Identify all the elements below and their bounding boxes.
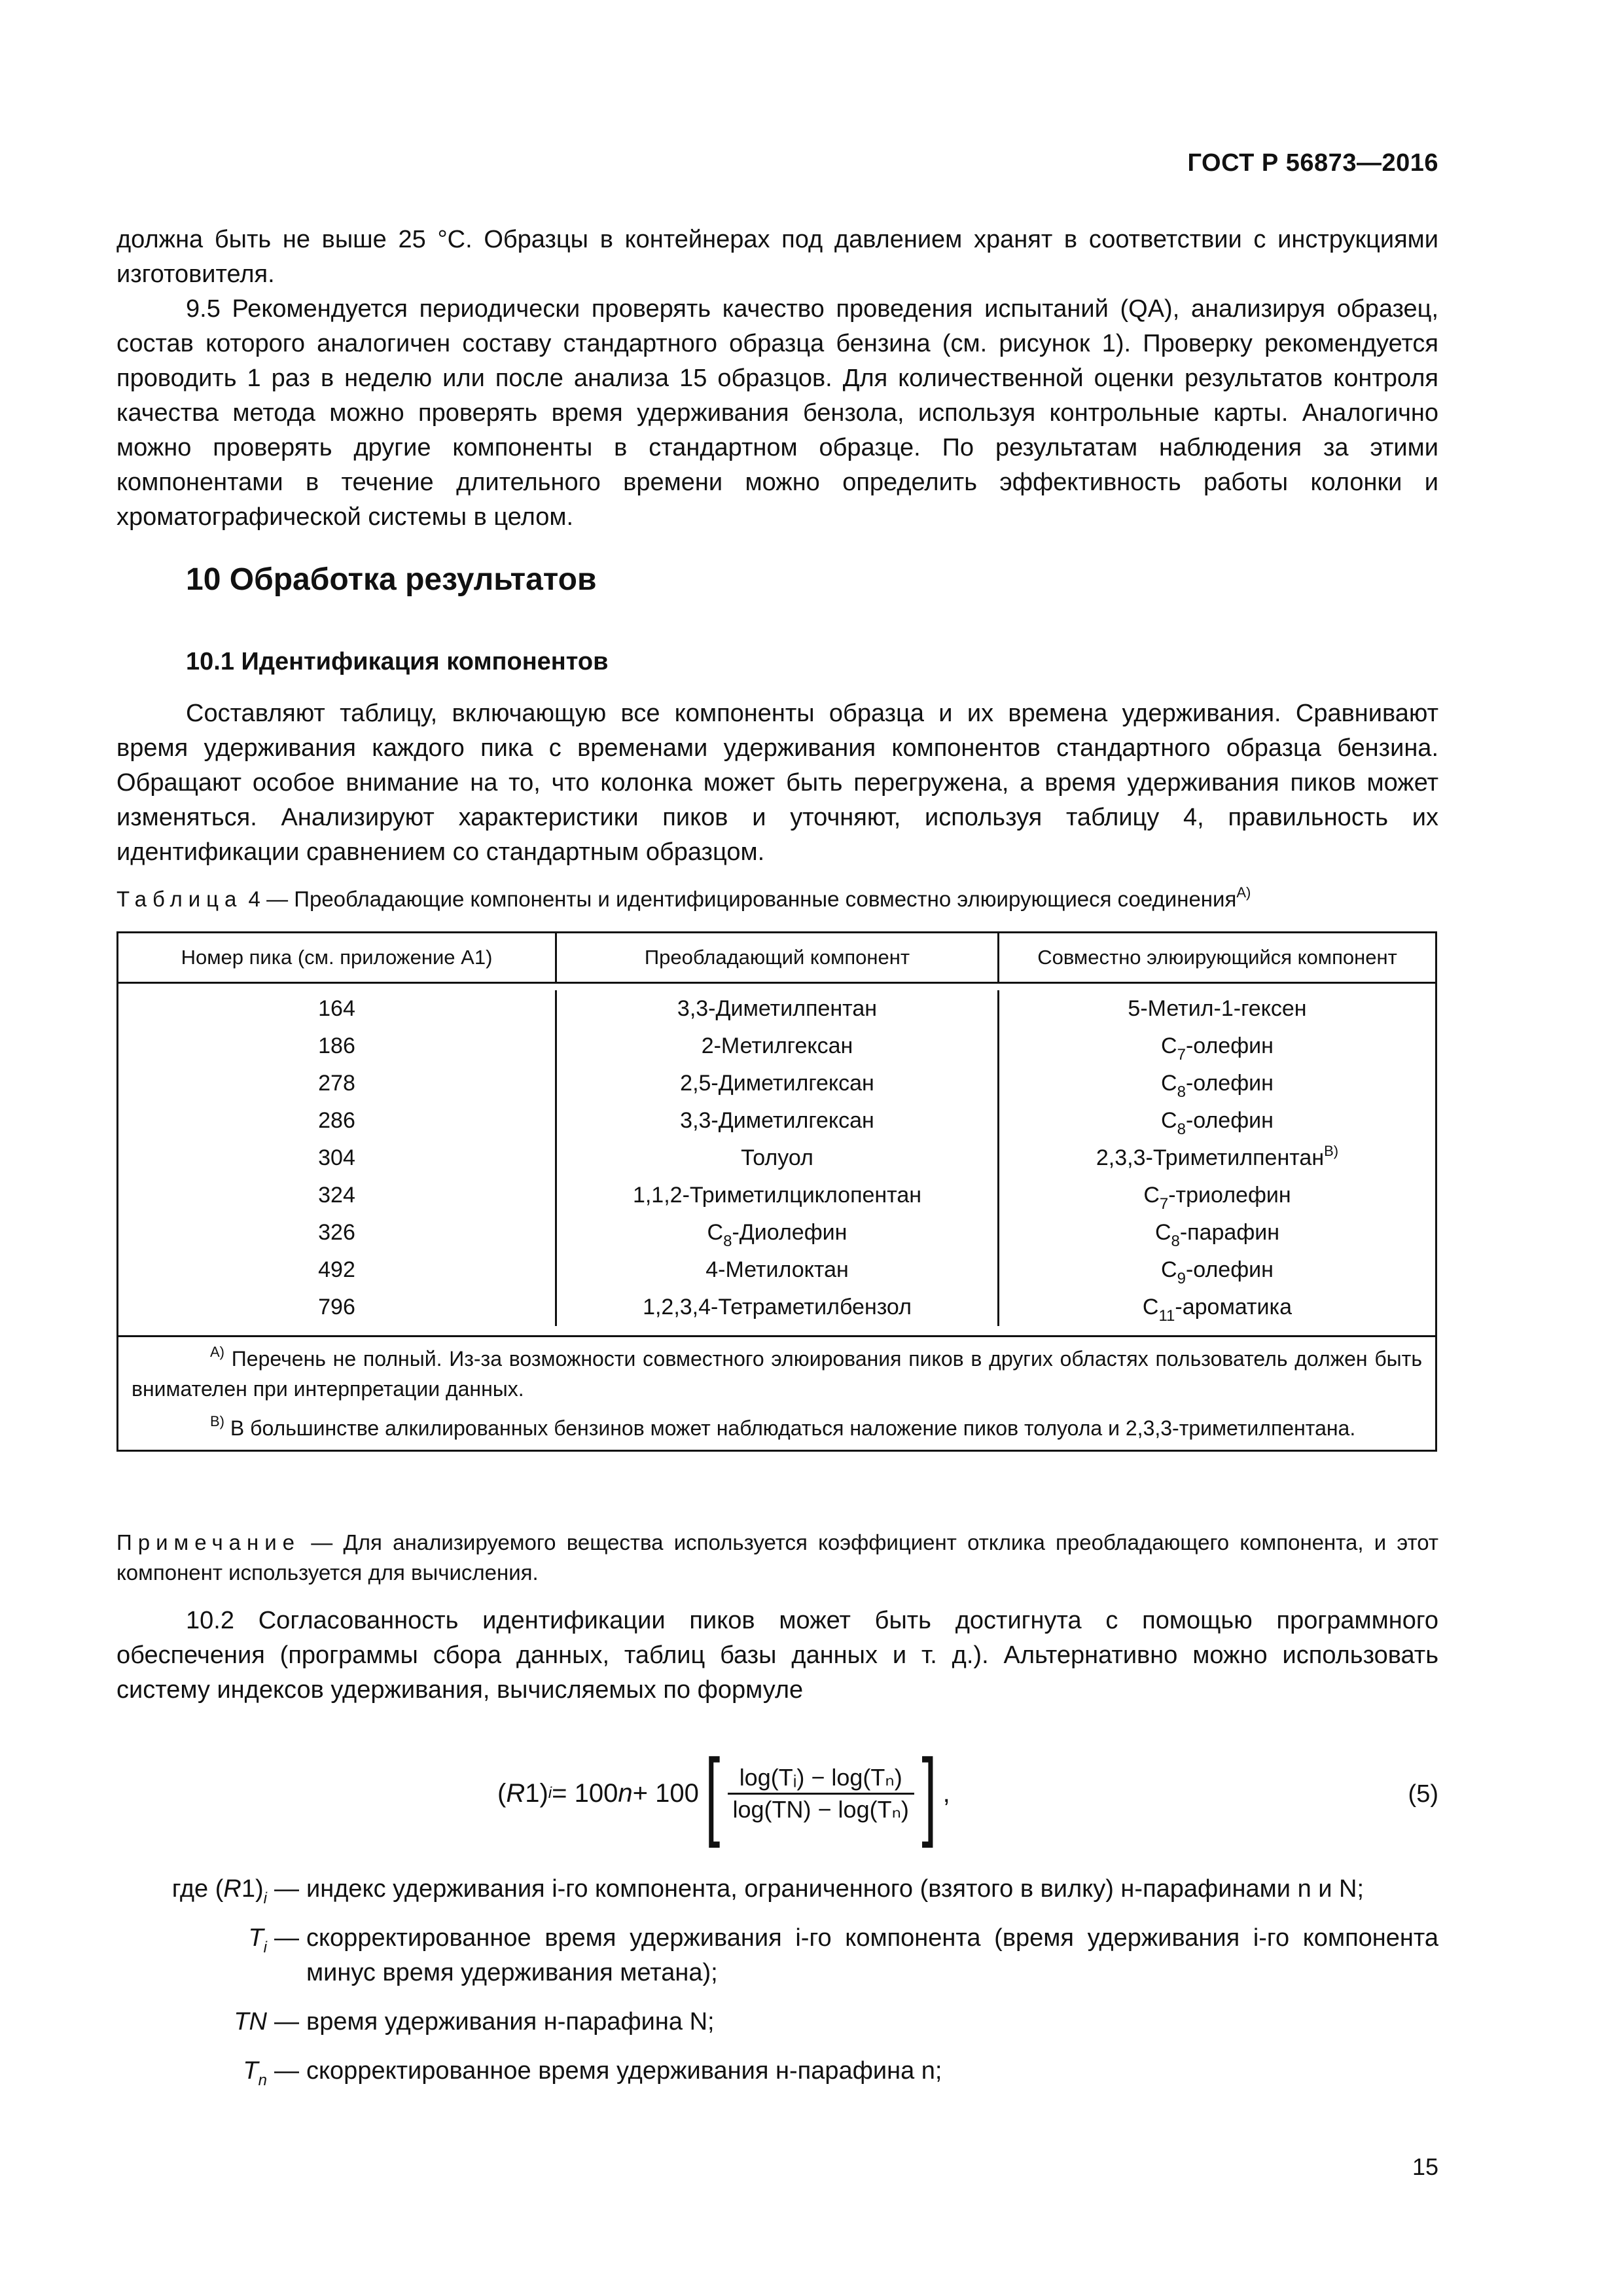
formula-n: n bbox=[618, 1778, 633, 1808]
definition-dash: — bbox=[274, 1924, 299, 1952]
formula-number: (5) bbox=[1408, 1780, 1438, 1808]
major-component-cell bbox=[557, 1139, 997, 1177]
coeluting-component-cell-text: С bbox=[1161, 1257, 1177, 1282]
peak-number-cell: 326 bbox=[318, 1220, 355, 1245]
coeluting-component-cell-footnote-mark: B) bbox=[1324, 1143, 1339, 1159]
coeluting-component-cell-text: С bbox=[1161, 1108, 1177, 1133]
coeluting-component-cell-subscript: 7 bbox=[1159, 1195, 1169, 1213]
header-peak-number: Номер пика (см. приложение А1) bbox=[118, 933, 557, 982]
coeluting-component-cell-text: С bbox=[1142, 1295, 1159, 1319]
coeluting-component-cell-text: С bbox=[1154, 1220, 1171, 1245]
peak-number-cell: 324 bbox=[318, 1183, 355, 1208]
coeluting-component-cell bbox=[999, 1214, 1435, 1251]
coeluting-component-cell-suffix: -ароматика bbox=[1175, 1295, 1293, 1319]
coeluting-component-cell bbox=[999, 1251, 1435, 1289]
note-word: Примечание bbox=[116, 1530, 301, 1554]
coeluting-component-column bbox=[999, 990, 1435, 1326]
major-component-cell-text: 3,3-Диметилгексан bbox=[680, 1108, 874, 1133]
definition-row bbox=[116, 2054, 1438, 2089]
definition-term-symbol: R bbox=[223, 1875, 241, 1903]
definition-dash: — bbox=[274, 2008, 299, 2036]
formula-open-paren: ( bbox=[497, 1778, 507, 1808]
major-component-cell bbox=[557, 1065, 997, 1102]
peak-number-cell: 186 bbox=[318, 1033, 355, 1058]
major-component-cell-subscript: 8 bbox=[723, 1232, 732, 1250]
definition-text: скорректированное время удерживания н-парафина n; bbox=[306, 2057, 942, 2085]
definition-term bbox=[116, 1872, 267, 1907]
formula-r: R bbox=[506, 1778, 526, 1808]
page-number: 15 bbox=[1412, 2153, 1438, 2180]
components-table bbox=[116, 931, 1437, 1452]
major-component-cell-suffix: -Диолефин bbox=[732, 1220, 847, 1245]
formula-comma: , bbox=[942, 1778, 950, 1808]
table-caption-word: Таблица bbox=[116, 887, 243, 911]
coeluting-component-cell-subscript: 7 bbox=[1177, 1046, 1186, 1064]
intro-block bbox=[116, 223, 1438, 535]
coeluting-component-cell-suffix: -парафин bbox=[1179, 1220, 1280, 1245]
table-header-row bbox=[118, 933, 1435, 984]
major-component-cell-text: 3,3-Диметилпентан bbox=[677, 996, 878, 1021]
table-footnotes bbox=[118, 1337, 1435, 1450]
definition-text: время удерживания н-парафина N; bbox=[306, 2008, 715, 2036]
definition-row bbox=[116, 1872, 1438, 1907]
coeluting-component-cell bbox=[999, 1177, 1435, 1214]
coeluting-component-cell bbox=[999, 1065, 1435, 1102]
coeluting-component-cell-text: С bbox=[1161, 1071, 1177, 1096]
definition-term bbox=[116, 2005, 267, 2039]
definition-term-symbol: T bbox=[248, 1924, 264, 1952]
coeluting-component-cell-text: 5-Метил-1-гексен bbox=[1128, 996, 1307, 1021]
coeluting-component-cell bbox=[999, 1289, 1435, 1326]
definition-dash: — bbox=[274, 2057, 299, 2085]
coeluting-component-cell-subscript: 8 bbox=[1171, 1232, 1180, 1250]
header-major-component: Преобладающий компонент bbox=[557, 933, 999, 982]
coeluting-component-cell-subscript: 8 bbox=[1177, 1083, 1186, 1101]
peak-number-cell: 164 bbox=[318, 996, 355, 1021]
definition-term bbox=[116, 1921, 267, 1990]
formula-equals: = 100 bbox=[552, 1778, 618, 1808]
major-component-cell bbox=[557, 990, 997, 1028]
coeluting-component-cell-subscript: 11 bbox=[1158, 1307, 1175, 1325]
coeluting-component-cell bbox=[999, 1028, 1435, 1065]
definition-term-symbol: TN bbox=[234, 2008, 267, 2036]
major-component-cell-text: 1,1,2-Триметилциклопентан bbox=[632, 1183, 922, 1208]
coeluting-component-cell-text: С bbox=[1161, 1033, 1177, 1058]
document-code: ГОСТ Р 56873—2016 bbox=[1187, 149, 1438, 177]
table-caption bbox=[116, 885, 1438, 914]
intro-paragraph-2: 9.5 Рекомендуется периодически проверять качество проведения испытаний (QA), анализируя образец, состав которого аналогичен составу стандартного образца бензина (см. рисунок 1). Проверку рекомендуется проводить 1 раз в неделю или после анализа 15 образцов. Для количественной оценки результатов контроля качества метода можно проверять время удерживания бензола, используя контрольные карты. Аналогично можно проверять другие компоненты в стандартном образце. По результатам наблюдения за этими компонентами в течение длительного времени можно определить эффективность работы колонки и хроматографической системы в целом. bbox=[116, 295, 1438, 531]
coeluting-component-cell-suffix: -олефин bbox=[1185, 1033, 1274, 1058]
major-component-cell-text: 4-Метилоктан bbox=[705, 1257, 849, 1282]
coeluting-component-cell-subscript: 8 bbox=[1177, 1121, 1186, 1138]
peak-number-column bbox=[118, 990, 557, 1326]
major-component-cell bbox=[557, 1251, 997, 1289]
section-title: 10 Обработка результатов bbox=[186, 562, 597, 597]
definition-text: скорректированное время удерживания i-го компонента (время удерживания i-го компонента минус время удерживания метана); bbox=[306, 1924, 1438, 1986]
coeluting-component-cell-suffix: -триолефин bbox=[1168, 1183, 1291, 1208]
peak-number-cell: 286 bbox=[318, 1108, 355, 1133]
footnote-b-text: В большинстве алкилированных бензинов может наблюдаться наложение пиков толуола и 2,3,3-триметилпентана. bbox=[224, 1416, 1356, 1440]
coeluting-component-cell-suffix: -олефин bbox=[1185, 1257, 1274, 1282]
note-paragraph bbox=[116, 1528, 1438, 1588]
table-body bbox=[118, 984, 1435, 1337]
formula-numerator: log(Tᵢ) − log(Tₙ) bbox=[739, 1763, 902, 1791]
subsection-body-block bbox=[116, 696, 1438, 870]
definition-term-subscript: i bbox=[263, 1890, 267, 1907]
major-component-cell-text: 1,2,3,4-Тетраметилбензол bbox=[643, 1295, 912, 1319]
formula-fraction bbox=[728, 1763, 914, 1825]
major-component-cell bbox=[557, 1289, 997, 1326]
formula-lhs: ( R 1) i = 100 n + 100 bbox=[497, 1778, 699, 1808]
coeluting-component-cell bbox=[999, 1102, 1435, 1139]
note-text: — Для анализируемого вещества используется коэффициент отклика преобладающего компонента, и этот компонент используется для вычисления. bbox=[116, 1530, 1438, 1585]
definition-term-prefix: где ( bbox=[171, 1875, 224, 1903]
major-component-cell-text: 2-Метилгексан bbox=[701, 1033, 853, 1058]
major-component-cell bbox=[557, 1177, 997, 1214]
peak-number-cell: 278 bbox=[318, 1071, 355, 1096]
coeluting-component-cell-subscript: 9 bbox=[1177, 1270, 1186, 1287]
paragraph-10-2-block bbox=[116, 1604, 1438, 1708]
major-component-cell bbox=[557, 1214, 997, 1251]
paragraph-10-2: 10.2 Согласованность идентификации пиков может быть достигнута с помощью программного обеспечения (программы сбора данных, таблиц базы данных и т. д.). Альтернативно можно использовать систему индексов удерживания, вычисляемых по формуле bbox=[116, 1607, 1438, 1704]
coeluting-component-cell bbox=[999, 990, 1435, 1028]
major-component-cell-text: Толуол bbox=[741, 1145, 813, 1170]
major-component-cell-text: 2,5-Диметилгексан bbox=[680, 1071, 874, 1096]
major-component-cell bbox=[557, 1102, 997, 1139]
definition-term-suffix: 1) bbox=[241, 1875, 264, 1903]
definition-text: индекс удерживания i-го компонента, ограниченного (взятого в вилку) н-парафинами n и N; bbox=[306, 1875, 1364, 1903]
major-component-cell bbox=[557, 1028, 997, 1065]
definition-term-subscript: i bbox=[263, 1939, 267, 1956]
definition-term-subscript: n bbox=[258, 2072, 267, 2089]
peak-number-cell: 796 bbox=[318, 1295, 355, 1319]
definition-term bbox=[116, 2054, 267, 2089]
major-component-cell-text: С bbox=[707, 1220, 724, 1245]
coeluting-component-cell bbox=[999, 1139, 1435, 1177]
formula-denominator: log(TN) − log(Tₙ) bbox=[732, 1795, 909, 1823]
coeluting-component-cell-suffix: -олефин bbox=[1185, 1108, 1274, 1133]
table-caption-text: 4 — Преобладающие компоненты и идентифицированные совместно элюирующиеся соединения bbox=[242, 887, 1237, 911]
coeluting-component-cell-text: С bbox=[1143, 1183, 1160, 1208]
footnote-a-text: Перечень не полный. Из-за возможности совместного элюирования пиков в других областях пользователь должен быть внимателен при интерпретации данных. bbox=[132, 1347, 1422, 1401]
peak-number-cell: 492 bbox=[318, 1257, 355, 1282]
table-footnote-a bbox=[132, 1344, 1422, 1404]
subsection-body: Составляют таблицу, включающую все компоненты образца и их времена удерживания. Сравнивают время удерживания каждого пика с временами удерживания компонентов стандартного образца бензина. Обращают особое внимание на то, что колонка может быть перегружена, а время удерживания пиков может изменяться. Анализируют характеристики пиков и уточняют, используя таблицу 4, правильность их идентификации сравнением со стандартным образцом. bbox=[116, 700, 1438, 866]
formula-definitions bbox=[116, 1872, 1438, 2089]
definition-row bbox=[116, 1921, 1438, 1990]
major-component-column bbox=[557, 990, 999, 1326]
formula-left-bracket: [ bbox=[705, 1738, 721, 1848]
formula-right-bracket: ] bbox=[921, 1738, 937, 1848]
subsection-title: 10.1 Идентификация компонентов bbox=[186, 648, 609, 675]
intro-paragraph-1: должна быть не выше 25 °С. Образцы в контейнерах под давлением хранят в соответствии с инструкциями изготовителя. bbox=[116, 226, 1438, 288]
header-coeluting-component: Совместно элюирующийся компонент bbox=[1037, 946, 1397, 969]
retention-index-formula bbox=[497, 1738, 950, 1848]
peak-number-cell: 304 bbox=[318, 1145, 355, 1170]
definition-dash: — bbox=[274, 1875, 299, 1903]
formula-one: 1) bbox=[525, 1778, 548, 1808]
footnote-a-mark: A) bbox=[210, 1344, 224, 1360]
coeluting-component-cell-suffix: -олефин bbox=[1185, 1071, 1274, 1096]
table-footnote-b bbox=[132, 1413, 1422, 1443]
definition-term-symbol: T bbox=[243, 2057, 259, 2085]
definition-row bbox=[116, 2005, 1438, 2039]
table-caption-footnote-mark: A) bbox=[1236, 884, 1251, 901]
coeluting-component-cell-text: 2,3,3-Триметилпентан bbox=[1096, 1145, 1325, 1170]
formula-plus: + 100 bbox=[632, 1778, 699, 1808]
footnote-b-mark: B) bbox=[210, 1413, 224, 1429]
